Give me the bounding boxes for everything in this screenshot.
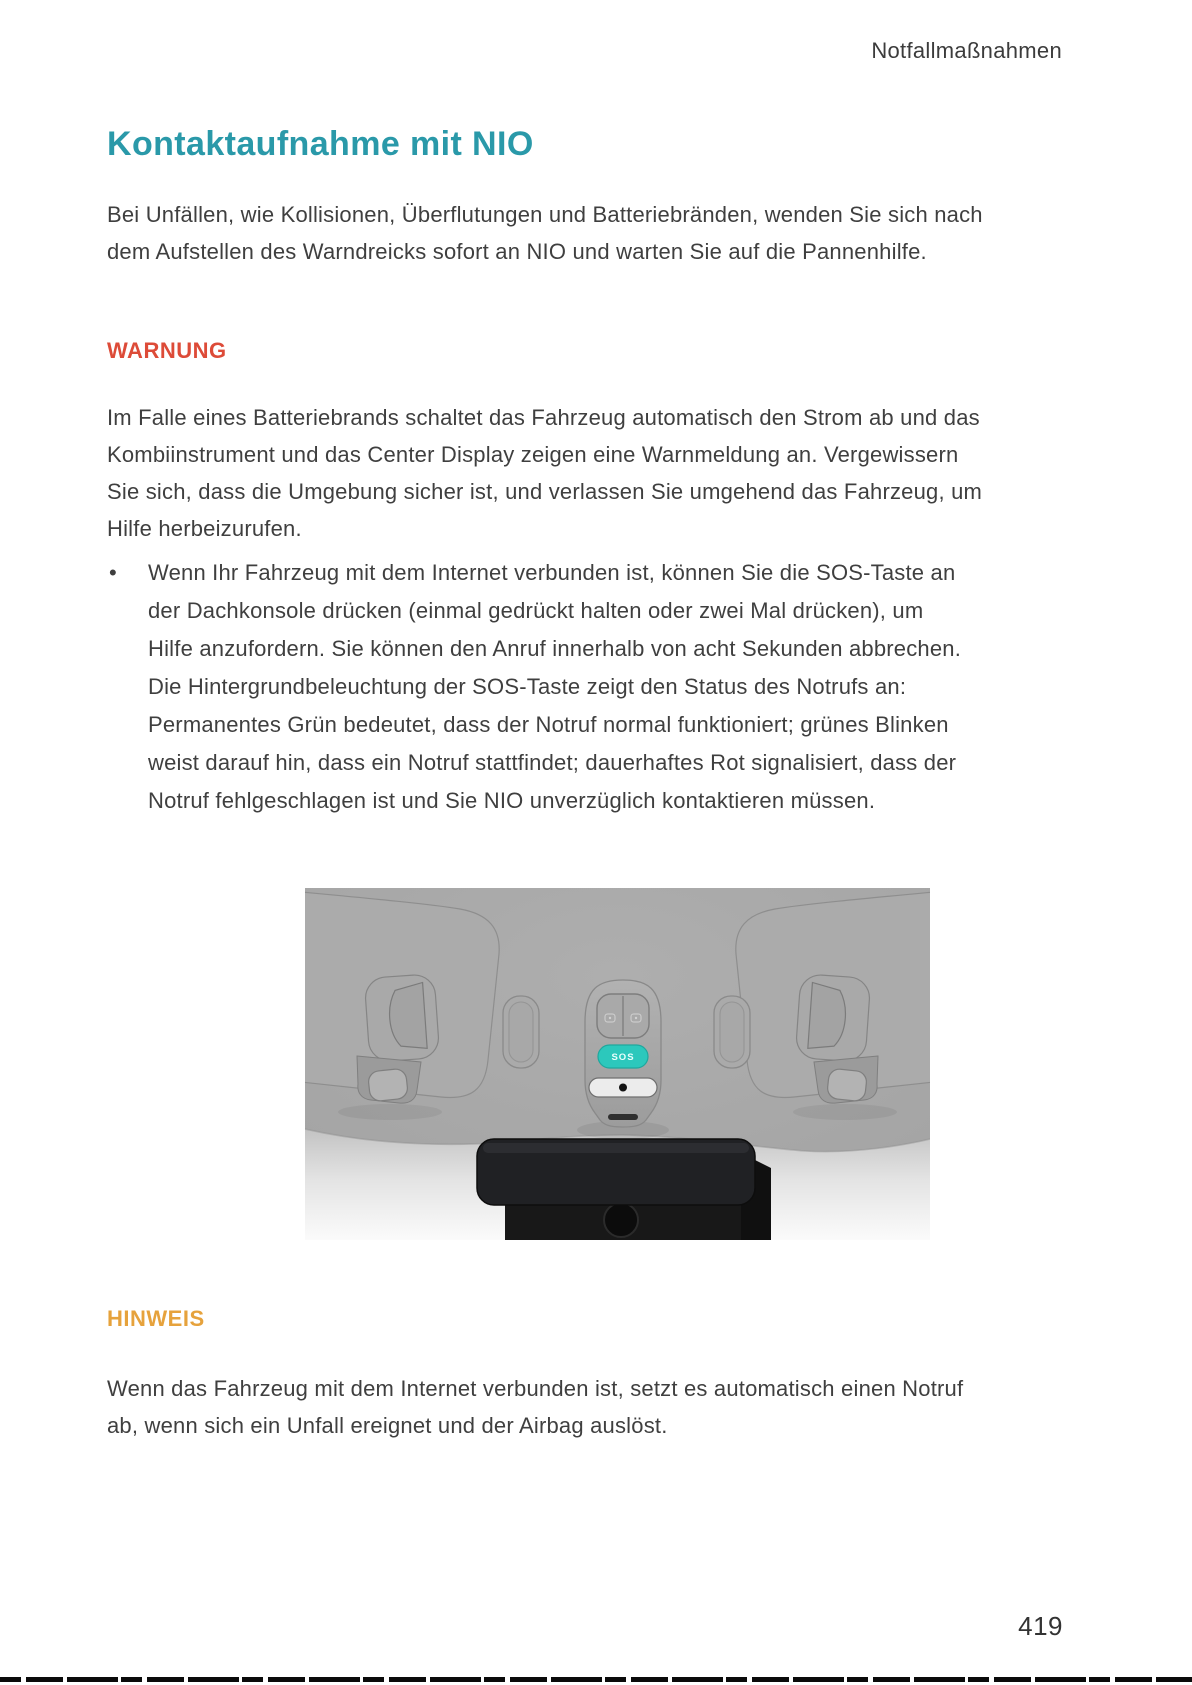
- note-heading: HINWEIS: [107, 1306, 205, 1331]
- running-header: Notfallmaßnahmen: [871, 38, 1062, 63]
- bullet-marker: •: [109, 560, 117, 585]
- page-number: 419: [1018, 1611, 1063, 1641]
- mirror-highlight: [483, 1143, 749, 1153]
- warning-bullet-item: [107, 554, 993, 820]
- right-reading-light: [714, 996, 750, 1068]
- left-reading-light: [503, 996, 539, 1068]
- window-buttons: [597, 994, 649, 1038]
- roof-console-illustration: [305, 888, 930, 1240]
- warning-paragraph: Im Falle eines Batteriebrands schaltet das Fahrzeug automatisch den Strom ab und das Kombiinstrument und das Center Display zeigen eine Warnmeldung an. Vergewissern Sie sich, dass die Umgebung sicher ist, und verlassen Sie umgehend das Fahrzeug, um Hilfe herbeizurufen.: [107, 405, 983, 541]
- rearview-mirror-assembly: [477, 1139, 771, 1240]
- bullet-text: Wenn Ihr Fahrzeug mit dem Internet verbunden ist, können Sie die SOS-Taste an der Dachkonsole drücken (einmal gedrückt halten oder zwei Mal drücken), um Hilfe anzufordern. Sie können den Anruf innerhalb von acht Sekunden abbrechen. Die Hintergrundbeleuchtung der SOS-Taste zeigt den Status des Notrufs an: Permanentes Grün bedeutet, dass der Notruf normal funktioniert; grünes Blinken weist darauf hin, dass ein Notruf stattfindet; dauerhaftes Rot signalisiert, dass der Notruf fehlgeschlagen ist und Sie NIO unverzüglich kontaktieren müssen.: [148, 560, 962, 813]
- left-sun-visor: [305, 892, 499, 1120]
- intro-paragraph: Bei Unfällen, wie Kollisionen, Überflutungen und Batteriebränden, wenden Sie sich nach dem Aufstellen des Warndreicks sofort an NIO und warten Sie auf die Pannenhilfe.: [107, 202, 983, 264]
- right-sun-visor: [736, 892, 930, 1120]
- roof-console-figure: [305, 888, 930, 1240]
- mirror-mount-knob: [604, 1203, 638, 1237]
- page-title: Kontaktaufnahme mit NIO: [107, 124, 534, 163]
- sos-button: [598, 1045, 648, 1068]
- console-slot: [608, 1114, 638, 1120]
- note-paragraph: Wenn das Fahrzeug mit dem Internet verbunden ist, setzt es automatisch einen Notruf ab, wenn sich ein Unfall ereignet und der Airbag auslöst.: [107, 1376, 964, 1438]
- sos-button-label: SOS: [611, 1052, 635, 1063]
- microphone: [589, 1078, 657, 1097]
- visor-clip-hook: [368, 1068, 409, 1102]
- warning-heading: WARNUNG: [107, 338, 227, 363]
- bottom-edge-artifact-line: [0, 1677, 1192, 1682]
